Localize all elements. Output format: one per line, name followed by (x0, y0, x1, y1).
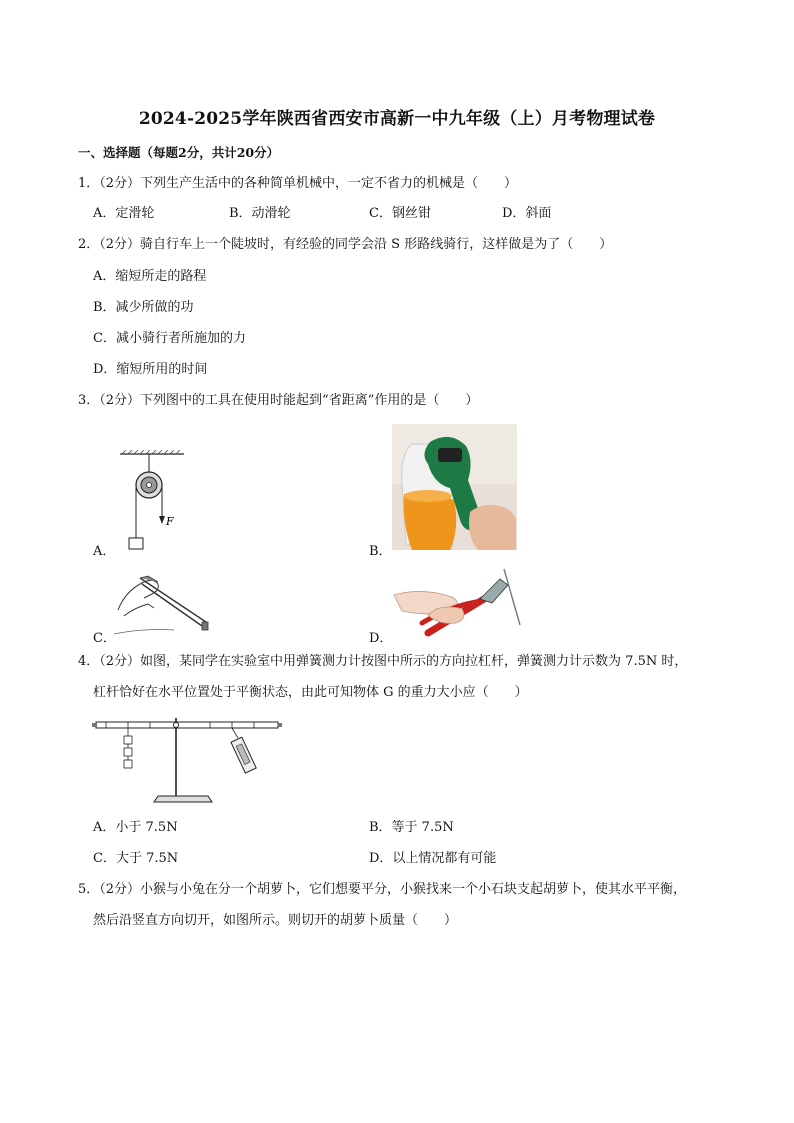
lever-balance-figure (92, 716, 282, 804)
section-heading: 一、选择题（每题2分，共计20分） (78, 145, 280, 160)
q4-option-d: D．以上情况都有可能 (369, 851, 497, 866)
q3-option-a: A． (93, 544, 116, 559)
q1-option-b: B．动滑轮 (229, 206, 291, 221)
q4-option-a: A．小于 7.5N (93, 820, 178, 835)
q2-option-b: B．减少所做的功 (93, 300, 194, 315)
q3-option-c: C． (93, 631, 116, 646)
question-2-text: 2．（2分）骑自行车上一个陡坡时，有经验的同学会沿 S 形路线骑行，这样做是为了（ ） (78, 237, 613, 252)
q3-option-d: D． (369, 631, 393, 646)
q1-option-a: A．定滑轮 (93, 206, 155, 221)
tweezers-figure (114, 570, 220, 640)
question-4-line1: 4．（2分）如图，某同学在实验室中用弹簧测力计按图中所示的方向拉杠杆，弹簧测力计示数为 7.5N 时， (78, 654, 688, 669)
fixed-pulley-figure (112, 450, 192, 552)
q3-option-b: B． (369, 544, 392, 559)
q1-option-c: C．钢丝钳 (369, 206, 431, 221)
question-1-text: 1．（2分）下列生产生活中的各种简单机械中，一定不省力的机械是（ ） (78, 176, 518, 191)
pliers-figure (392, 565, 524, 641)
question-4-line2: 杠杆恰好在水平位置处于平衡状态，由此可知物体 G 的重力大小应（ ） (93, 685, 528, 700)
q4-option-b: B．等于 7.5N (369, 820, 454, 835)
q1-option-d: D．斜面 (502, 206, 552, 221)
question-5-line2: 然后沿竖直方向切开，如图所示。则切开的胡萝卜质量（ ） (93, 913, 458, 928)
page-title: 2024-2025学年陕西省西安市高新一中九年级（上）月考物理试卷 (138, 109, 656, 129)
q2-option-d: D．缩短所用的时间 (93, 362, 208, 377)
q2-option-a: A．缩短所走的路程 (93, 269, 207, 284)
q2-option-c: C．减小骑行者所施加的力 (93, 331, 246, 346)
bottle-opener-figure (392, 424, 517, 550)
q4-option-c: C．大于 7.5N (93, 851, 179, 866)
question-5-line1: 5．（2分）小猴与小兔在分一个胡萝卜，它们想要平分，小猴找来一个小石块支起胡萝卜，使其水平平衡， (78, 882, 687, 897)
question-3-text: 3．（2分）下列图中的工具在使用时能起到“省距离”作用的是（ ） (78, 393, 479, 408)
force-label: F (166, 515, 174, 528)
